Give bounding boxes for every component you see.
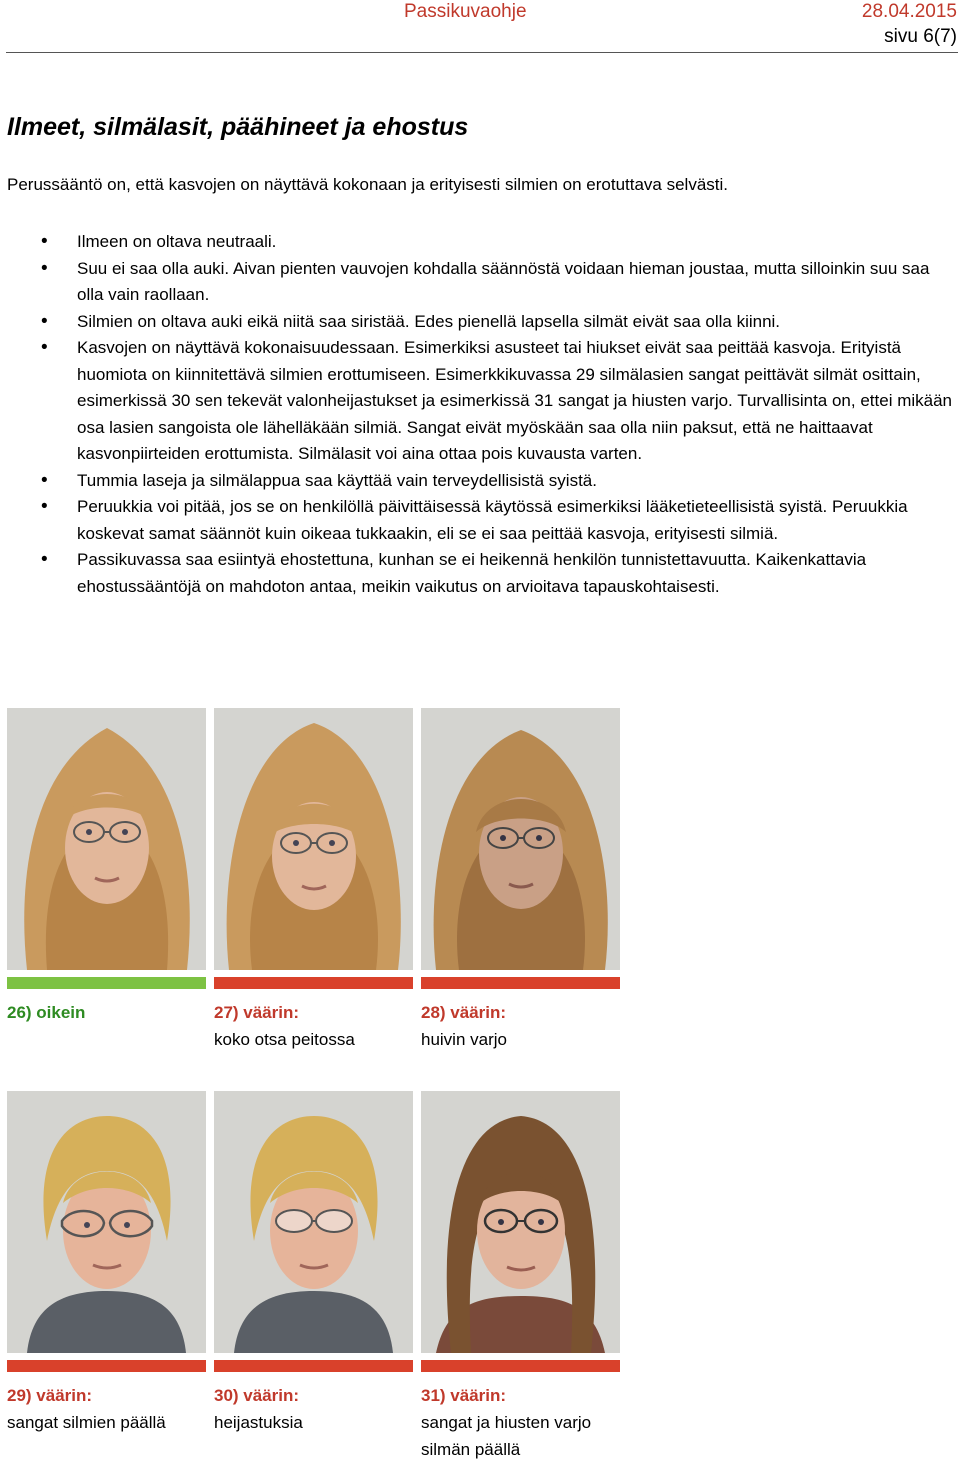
example-caption-26	[7, 999, 85, 1026]
caption-detail: sangat silmien päällä	[7, 1413, 166, 1432]
header-date: 28.04.2015	[861, 1, 957, 22]
headscarf-portrait-image	[7, 708, 206, 970]
headscarf-portrait-image	[214, 708, 413, 970]
status-bar-wrong	[421, 1360, 620, 1372]
rule-item: • Silmien on oltava auki eikä niitä saa siristää. Edes pienellä lapsella silmät eivät saa olla kiinni.	[77, 309, 955, 336]
rule-item: • Peruukkia voi pitää, jos se on henkilöllä päivittäisessä käytössä esimerkiksi lääketieteellisistä syistä. Peruukkia koskevat samat säännöt kuin oikeaa tukkaakin, eli se ei saa peittää kasvoja, erityisesti silmiä.	[77, 494, 955, 547]
glasses-portrait-image	[214, 1091, 413, 1353]
example-photo-31	[421, 1091, 620, 1353]
caption-verdict: 30) väärin:	[214, 1386, 300, 1405]
status-bar-wrong	[214, 1360, 413, 1372]
caption-detail: koko otsa peitossa	[214, 1030, 355, 1049]
header-divider	[6, 52, 958, 53]
section-title: Ilmeet, silmälasit, päähineet ja ehostus	[7, 113, 469, 141]
rule-item: • Kasvojen on näyttävä kokonaisuudessaan. Esimerkiksi asusteet tai hiukset eivät saa peittää kasvoja. Erityistä huomiota on kiinnitettävä silmien erottumiseen. Esimerkkikuvassa 29 silmälasien sangat peittävät silmät osittain, esimerkissä 30 sen tekevät valonheijastukset ja esimerkissä 31 sangat ja hiusten varjo. Turvallisinta on, ettei mikään osa lasien sangoista ole lähelläkään silmiä. Sangat eivät myöskään saa olla niin paksut, että ne haittaavat kasvonpiirteiden erottumista. Silmälasit voi aina ottaa pois kuvausta varten.	[77, 335, 955, 468]
example-photo-28	[421, 708, 620, 970]
caption-detail: sangat ja hiusten varjo silmän päällä	[421, 1413, 592, 1459]
example-caption-28	[421, 999, 507, 1053]
caption-verdict: 27) väärin:	[214, 1003, 300, 1022]
example-photo-27	[214, 708, 413, 970]
caption-verdict: 31) väärin:	[421, 1386, 507, 1405]
status-bar-wrong	[7, 1360, 206, 1372]
header-document-title: Passikuvaohje	[404, 1, 527, 22]
status-bar-wrong	[421, 977, 620, 989]
rules-list	[77, 229, 955, 600]
headscarf-portrait-image	[421, 708, 620, 970]
rule-item: • Tummia laseja ja silmälappua saa käyttää vain terveydellisistä syistä.	[77, 468, 955, 495]
example-caption-29	[7, 1382, 166, 1436]
rule-item: • Suu ei saa olla auki. Aivan pienten vauvojen kohdalla säännöstä voidaan hieman joustaa, mutta silloinkin suu saa olla vain raollaan.	[77, 256, 955, 309]
example-caption-30	[214, 1382, 303, 1436]
intro-paragraph: Perussääntö on, että kasvojen on näyttävä kokonaan ja erityisesti silmien on erotuttava selvästi.	[7, 175, 729, 194]
caption-verdict: 26) oikein	[7, 1003, 86, 1022]
example-photo-29	[7, 1091, 206, 1353]
example-caption-31	[421, 1382, 591, 1463]
example-caption-27	[214, 999, 355, 1053]
rule-item: • Passikuvassa saa esiintyä ehostettuna, kunhan se ei heikennä henkilön tunnistettavuutta. Kaikenkattavia ehostussääntöjä on mahdoton antaa, meikin vaikutus on arvioitava tapauskohtaisesti.	[77, 547, 955, 600]
glasses-portrait-image	[7, 1091, 206, 1353]
example-photo-30	[214, 1091, 413, 1353]
status-bar-correct	[7, 977, 206, 989]
caption-detail: heijastuksia	[214, 1413, 303, 1432]
header-page-number: sivu 6(7)	[884, 26, 957, 47]
caption-verdict: 29) väärin:	[7, 1386, 93, 1405]
example-photo-26	[7, 708, 206, 970]
glasses-portrait-image	[421, 1091, 620, 1353]
status-bar-wrong	[214, 977, 413, 989]
rule-item: • Ilmeen on oltava neutraali.	[77, 229, 955, 256]
caption-verdict: 28) väärin:	[421, 1003, 507, 1022]
caption-detail: huivin varjo	[421, 1030, 507, 1049]
